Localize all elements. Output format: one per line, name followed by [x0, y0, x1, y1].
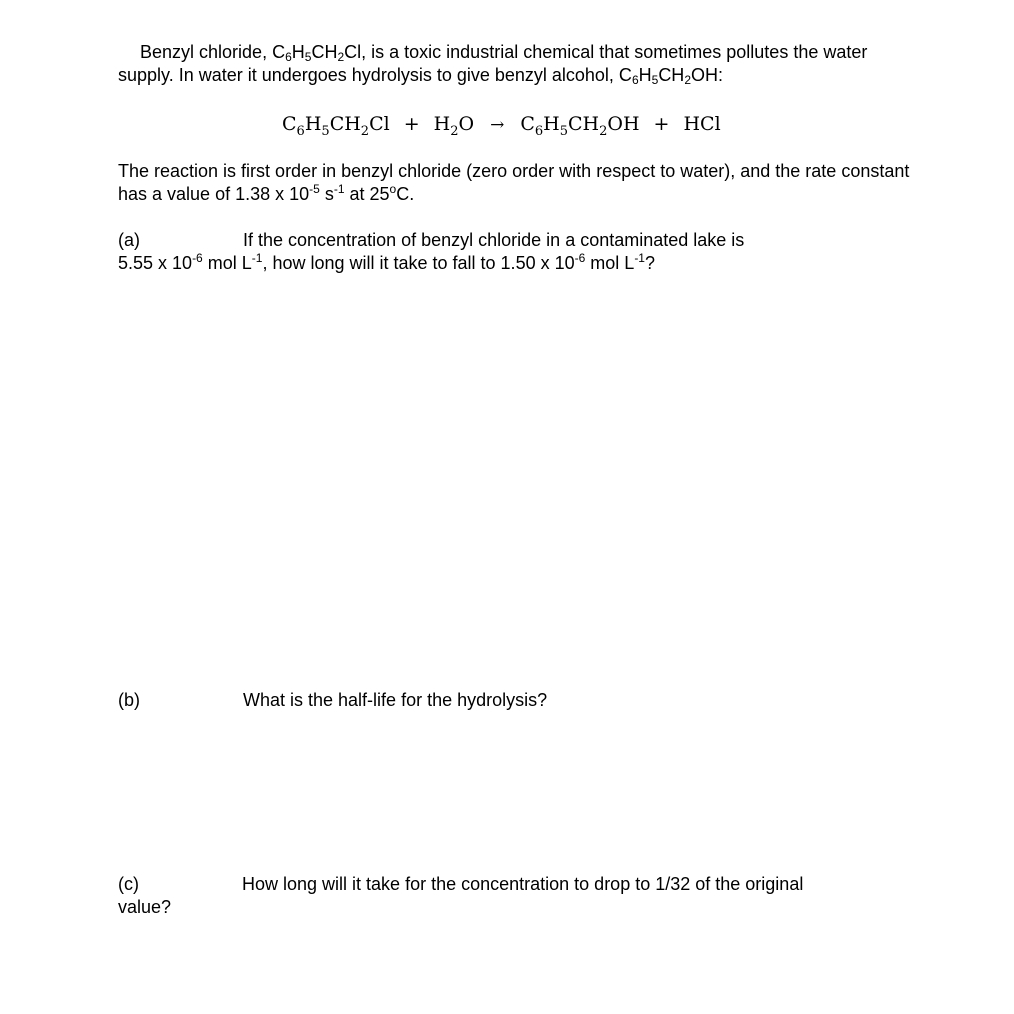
question-b-label: (b) [118, 690, 140, 710]
intro-text: H [638, 65, 652, 85]
plus-sign: + [653, 113, 670, 135]
question-c-label: (c) [118, 874, 139, 894]
degree-superscript: o [389, 182, 397, 196]
question-b-text: What is the half-life for the hydrolysis? [243, 690, 548, 710]
intro-paragraph [118, 41, 918, 87]
reactant-benzyl-chloride: $C_6H_5CH_2Cl$ [282, 113, 390, 139]
superscript: -1 [333, 182, 345, 196]
intro-text: H [291, 42, 305, 62]
subscript: 2 [684, 73, 691, 87]
question-a-label: (a) [118, 230, 140, 250]
subscript: 6 [285, 50, 292, 64]
intro-text: Benzyl chloride, C [140, 42, 286, 62]
intro-text: CH [658, 65, 685, 85]
product-hcl: HCl [683, 113, 721, 135]
rate-paragraph: The reaction is first order in benzyl chloride (zero order with respect to water), and the rate constant has a value of 1.38 x $10^{-5}$ $s^{-1}$ at 25$^o$C. [118, 161, 910, 204]
subscript: 5 [651, 73, 659, 87]
reaction-arrow-icon: → [490, 115, 505, 135]
plus-sign: + [403, 113, 420, 135]
reactant-water: $H_2O$ [433, 113, 475, 139]
question-a-continuation: 5.55 x $10^{-6}$ mol $L^{-1}$, how long will it take to fall to 1.50 x $10^{-6}$ mol $L^{-1}$? [118, 251, 655, 273]
subscript: 6 [631, 73, 639, 87]
intro-text: Cl, is a toxic industrial chemical that sometimes pollutes the water supply. In water it undergoes hydrolysis to give benzyl alcohol, C [118, 42, 868, 85]
intro-text: CH [311, 42, 338, 62]
chemical-equation [282, 110, 721, 139]
subscript: 2 [337, 50, 345, 64]
superscript: -5 [309, 182, 320, 196]
question-c-text: How long will it take for the concentration to drop to 1/32 of the original [242, 874, 804, 894]
intro-text: OH: [691, 65, 724, 85]
subscript: 5 [304, 50, 312, 64]
product-benzyl-alcohol: $C_6H_5CH_2OH$ [520, 113, 640, 139]
question-c-continuation: value? [118, 897, 172, 917]
question-a-text: If the concentration of benzyl chloride in a contaminated lake is [243, 230, 745, 250]
